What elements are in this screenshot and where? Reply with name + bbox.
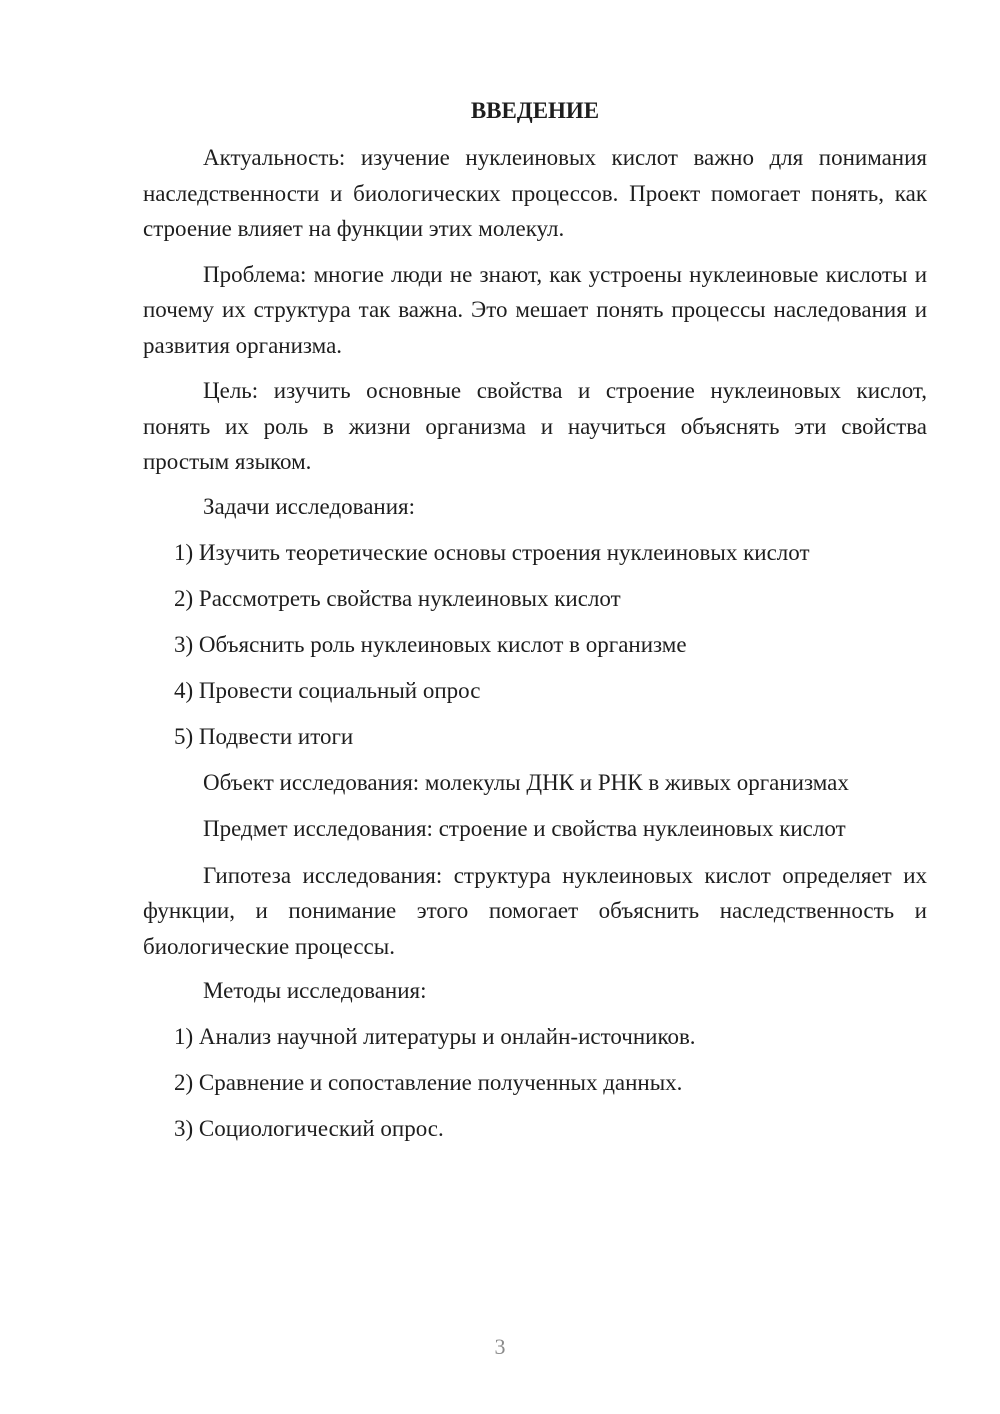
page-number: 3: [494, 1334, 506, 1359]
problem-paragraph: Проблема: многие люди не знают, как устроены нуклеиновые кислоты и почему их структура так важна. Это мешает понять процессы наследования и развития организма.: [143, 261, 927, 358]
methods-list: [143, 1020, 927, 1146]
methods-heading: Методы исследования:: [203, 978, 427, 1003]
hypothesis-paragraph: Гипотеза исследования: структура нуклеиновых кислот определяет их функции, и понимание этого помогает объяснить наследственность и биологические процессы.: [143, 862, 927, 959]
method-item: 2) Сравнение и сопоставление полученных данных.: [174, 1070, 683, 1095]
tasks-list: [143, 536, 927, 754]
task-item: 4) Провести социальный опрос: [174, 677, 481, 703]
task-item: 5) Подвести итоги: [174, 723, 354, 749]
method-item: 1) Анализ научной литературы и онлайн-источников.: [174, 1024, 696, 1049]
task-item: 2) Рассмотреть свойства нуклеиновых кислот: [174, 585, 621, 611]
page-title: ВВЕДЕНИЕ: [470, 98, 600, 123]
task-item: 1) Изучить теоретические основы строения нуклеиновых кислот: [174, 539, 810, 565]
research-object: Объект исследования: молекулы ДНК и РНК в живых организмах: [203, 769, 849, 795]
method-item: 3) Социологический опрос.: [174, 1116, 444, 1141]
task-item: 3) Объяснить роль нуклеиновых кислот в организме: [174, 631, 687, 657]
goal-paragraph: Цель: изучить основные свойства и строение нуклеиновых кислот, понять их роль в жизни организма и научиться объяснять эти свойства простым языком.: [143, 378, 927, 474]
relevance-paragraph: Актуальность: изучение нуклеиновых кислот важно для понимания наследственности и биологических процессов. Проект помогает понять, как строение влияет на функции этих молекул.: [143, 145, 927, 241]
research-subject: Предмет исследования: строение и свойства нуклеиновых кислот: [203, 815, 846, 841]
tasks-heading: Задачи исследования:: [203, 493, 416, 519]
page-content: [143, 94, 927, 1158]
